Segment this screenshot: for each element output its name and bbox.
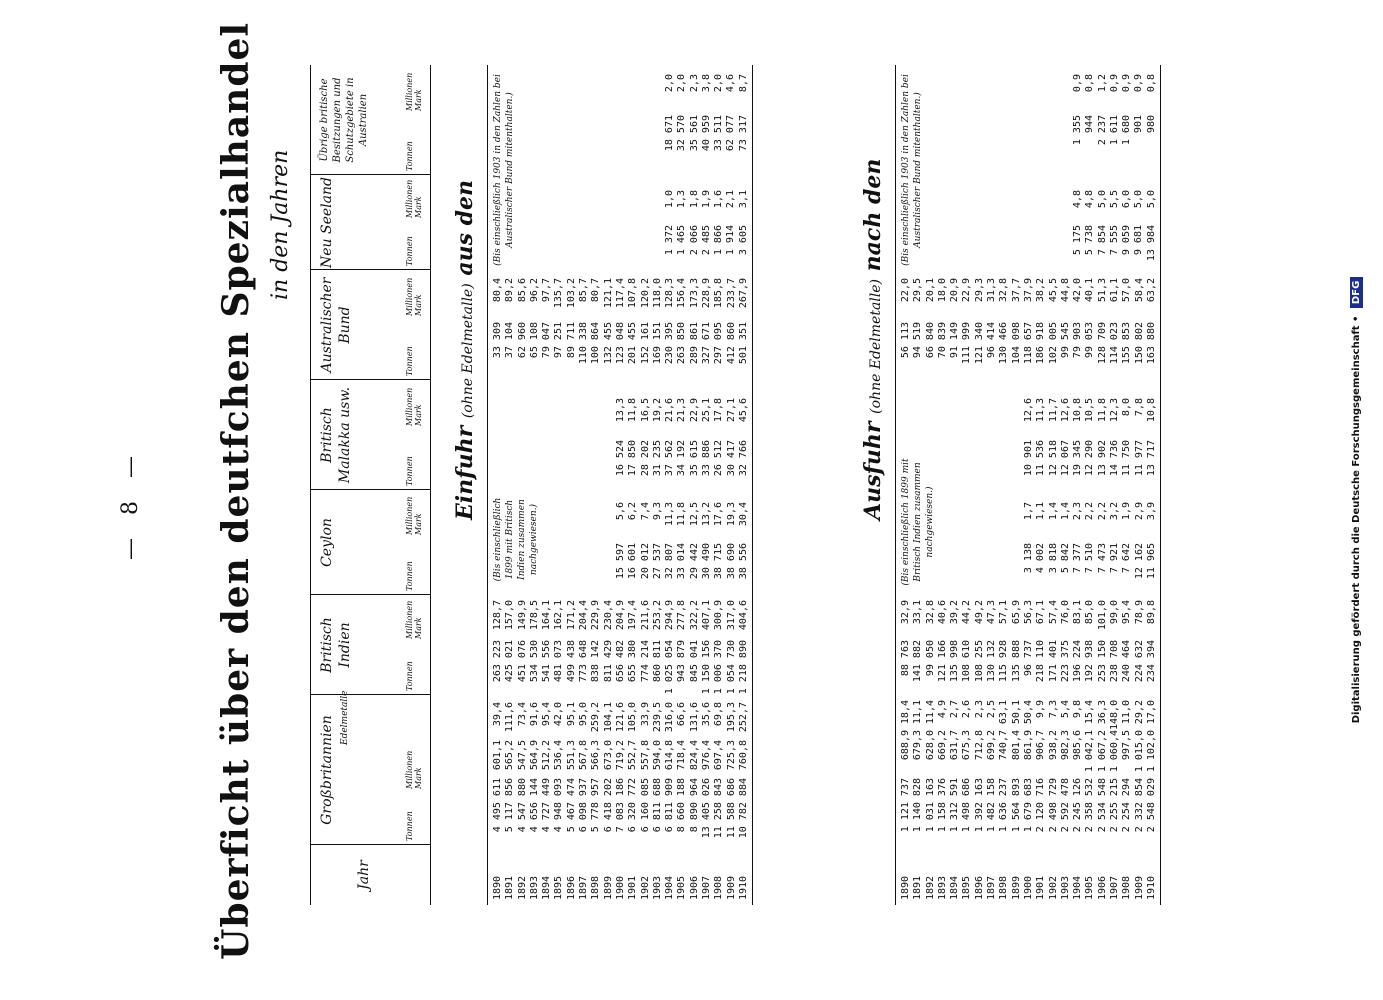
header-ceylon: Ceylon Tonnen Millionen Mark bbox=[310, 489, 430, 595]
header-britisch-malakka: Britisch Malakka usw. Tonnen Millionen Mark bbox=[310, 379, 430, 490]
ausfuhr-bm-tonnen: 10 901 11 536 12 518 12 067 19 345 12 290 13 902 14 736 11 750 11 977 13 717 bbox=[1023, 440, 1157, 477]
page-subtitle: in den Jahren bbox=[268, 149, 293, 300]
einfuhr-bottom-rule bbox=[752, 65, 753, 905]
table-header-rule bbox=[430, 65, 431, 905]
ausfuhr-ceylon-mark: 1,7 1,1 1,4 1,4 2,3 2,2 2,2 3,2 1,9 2,9 3,9 bbox=[1023, 502, 1157, 521]
ausfuhr-ue-mark: 0,9 0,8 1,2 0,9 0,9 0,9 0,8 bbox=[1072, 74, 1157, 93]
ausfuhr-ns-tonnen: 5 175 5 738 7 854 7 555 9 059 9 681 13 984 bbox=[1072, 225, 1157, 262]
einfuhr-edelmetalle: 39,4 111,6 73,4 91,6 95,4 42,0 95,1 95,0 259,2 104,1 121,6 105,0 33,9 239,5 316,0 66,6 131,6 35,6 69,8 195,3 252,7 bbox=[492, 702, 749, 733]
dfg-logo: DFG bbox=[1350, 277, 1363, 308]
ausfuhr-ab-mark: 22,0 29,5 20,1 18,0 20,9 22,9 29,3 31,3 32,8 37,7 37,9 38,2 45,5 44,8 42,0 40,1 51,3 61,1 57,0 58,4 63,2 bbox=[900, 278, 1157, 303]
ausfuhr-ue-tonnen: 1 355 944 2 237 1 611 1 680 901 980 bbox=[1072, 115, 1157, 146]
ausfuhr-ceylon-tonnen: 3 138 4 002 3 818 5 842 7 377 7 510 7 473 7 921 7 642 12 162 11 965 bbox=[1023, 543, 1157, 580]
einfuhr-section-title: Einfuhr (ohne Edelmetalle) aus den bbox=[452, 179, 478, 520]
einfuhr-ab-mark: 80,4 89,2 85,6 96,2 97,7 135,7 103,2 85,7 80,7 121,1 117,4 107,8 120,2 118,0 128,3 156,4 173,3 228,9 185,8 233,7 267,9 bbox=[492, 278, 749, 309]
einfuhr-ceylon-note: (Bis einschließlich 1899 mit Britisch Indien zusammen nachgewiesen.) bbox=[493, 497, 539, 582]
header-britisch-indien: Britisch Indien Tonnen Millionen Mark bbox=[310, 594, 430, 695]
ausfuhr-bi-tonnen: 88 763 141 882 99 050 121 166 135 998 108 610 108 255 130 132 115 928 135 888 96 737 218 110 171 401 223 375 196 224 192 938 253 150 238 708 240 464 224 632 234 394 bbox=[900, 640, 1157, 683]
header-grossbritannien: Großbritannien Tonnen Millionen Mark Edelmetalle bbox=[310, 694, 430, 845]
header-uebrige: Übrige britische Besitzungen und Schutzgebiete in Australien Tonnen Millionen Mark bbox=[319, 72, 423, 171]
header-neu-seeland: Neu Seeland Tonnen Millionen Mark bbox=[310, 174, 430, 270]
einfuhr-years: 1890 1891 1892 1893 1894 1895 1896 1897 1898 1899 1900 1901 1902 1903 1904 1905 1906 1907 1908 1909 1910 bbox=[492, 875, 749, 900]
header-australischer-bund: Australischer Bund Tonnen Millionen Mark bbox=[310, 269, 430, 380]
ausfuhr-neuseeland-note: (Bis einschließlich 1903 in den Zahlen bei Australischer Bund mitenthalten.) bbox=[901, 74, 923, 266]
einfuhr-top-rule bbox=[487, 65, 488, 905]
page-title: Überficht über den deutfchen Spezialhandel bbox=[215, 21, 257, 960]
ausfuhr-bm-mark: 12,6 11,3 11,7 12,6 10,8 10,5 11,8 12,3 8,0 7,8 10,8 bbox=[1023, 398, 1157, 423]
einfuhr-gb-mark: 601,1 565,2 547,5 564,9 512,2 536,4 551,3 567,8 566,3 673,0 719,2 552,7 557,8 594,0 614,8 718,4 824,4 976,4 697,4 725,3 760,8 bbox=[492, 740, 749, 771]
header-year: Jahr bbox=[310, 844, 430, 905]
einfuhr-bm-mark: 13,3 11,8 16,5 19,2 21,6 21,3 22,9 25,1 17,8 27,1 45,6 bbox=[615, 398, 749, 423]
einfuhr-ns-tonnen: 1 372 1 465 2 066 2 485 1 866 1 914 3 605 bbox=[664, 225, 749, 256]
einfuhr-ue-mark: 2,0 2,0 2,3 3,8 2,0 4,6 8,7 bbox=[664, 74, 749, 93]
einfuhr-neuseeland-note: (Bis einschließlich 1903 in den Zahlen bei Australischer Bund mitenthalten.) bbox=[493, 74, 515, 266]
ausfuhr-bi-mark: 32,9 33,1 32,8 40,6 39,2 44,2 49,2 47,3 57,1 65,9 56,3 67,1 57,4 76,0 83,1 85,0 101,0 99,0 95,4 78,9 89,8 bbox=[900, 600, 1157, 631]
ausfuhr-ceylon-note: (Bis einschließlich 1899 mit Britisch Indien zusammen nachgewiesen.) bbox=[901, 458, 935, 586]
einfuhr-gb-tonnen: 4 495 611 5 117 856 4 547 880 4 656 144 4 727 449 4 948 093 5 467 474 6 098 937 5 778 957 6 418 202 7 083 186 6 320 772 6 160 085 6 811 688 6 811 909 8 660 188 8 890 964 13 405 026 11 258 843 11 588 686 10 782 884 bbox=[492, 778, 749, 839]
einfuhr-ns-mark: 1,0 1,3 1,8 1,9 1,6 2,1 3,1 bbox=[664, 190, 749, 209]
einfuhr-bi-mark: 128,7 157,0 149,9 178,5 164,1 162,1 171,2 204,4 229,9 230,4 204,9 197,4 211,6 253,2 294,9 277,8 322,2 407,1 300,9 317,0 404,6 bbox=[492, 600, 749, 631]
einfuhr-ceylon-mark: 5,6 6,2 7,4 9,3 11,3 11,8 12,5 13,2 17,6 19,3 30,4 bbox=[615, 502, 749, 527]
einfuhr-bi-tonnen: 263 223 425 021 451 076 534 530 541 556 481 073 499 438 773 648 838 142 811 429 656 482 655 380 774 214 860 811 1 025 054 943 879 845 041 1 150 156 1 006 370 1 054 730 1 218 890 bbox=[492, 640, 749, 695]
ausfuhr-gb-mark: 688,9 679,3 628,0 669,2 631,7 675,3 712,8 699,2 740,7 801,4 861,9 906,7 938,2 982,3 985,6 1 042,1 1 067,2 1 060,4 997,5 1 015,0 1 102,0 bbox=[900, 730, 1157, 773]
ausfuhr-bottom-rule bbox=[1160, 65, 1161, 905]
ausfuhr-ns-mark: 4,8 4,8 5,0 5,5 6,0 5,0 5,0 bbox=[1072, 190, 1157, 209]
ausfuhr-ab-tonnen: 56 113 94 519 66 840 70 839 91 149 111 999 121 340 96 414 130 466 104 098 118 657 186 918 102 005 99 545 79 903 99 053 128 709 114 023 155 853 150 802 163 880 bbox=[900, 322, 1157, 365]
ausfuhr-edelmetalle: 18,4 11,1 11,4 4,9 2,7 2,6 2,3 2,5 63,1 50,1 50,4 9,9 7,3 5,4 9,8 15,4 36,3 148,0 11,0 29,2 17,0 bbox=[900, 699, 1157, 730]
ausfuhr-section-title: Ausfuhr (ohne Edelmetalle) nach den bbox=[860, 158, 886, 520]
page-number: — 8 — bbox=[118, 448, 143, 560]
ausfuhr-gb-tonnen: 1 121 737 1 140 828 1 031 163 1 158 376 1 312 591 1 498 686 1 392 163 1 482 158 1 636 237 1 564 893 1 679 683 2 120 716 2 498 729 2 592 478 2 245 126 2 358 532 2 534 548 2 255 215 2 254 294 2 332 854 2 548 029 bbox=[900, 778, 1157, 833]
einfuhr-bm-tonnen: 16 524 17 850 28 202 31 235 37 562 34 192 35 615 33 886 26 512 30 417 32 766 bbox=[615, 440, 749, 477]
einfuhr-ab-tonnen: 33 309 37 104 62 960 65 108 79 047 97 251 89 711 110 338 100 864 132 455 123 048 201 455 152 161 169 151 230 395 263 850 289 861 327 671 297 095 412 860 501 351 bbox=[492, 322, 749, 365]
einfuhr-ue-tonnen: 18 671 32 570 35 561 40 959 33 511 62 077 73 317 bbox=[664, 115, 749, 152]
digitization-credit: Digitalisierung gefördert durch die Deutsche Forschungsgemeinschaft • DFG bbox=[1350, 0, 1363, 1000]
ausfuhr-years: 1890 1891 1892 1893 1894 1895 1896 1897 1898 1899 1900 1901 1902 1903 1904 1905 1906 1907 1908 1909 1910 bbox=[900, 875, 1157, 900]
einfuhr-ceylon-tonnen: 15 597 16 601 20 012 27 537 32 807 33 014 29 442 30 490 38 715 38 690 38 556 bbox=[615, 543, 749, 580]
ausfuhr-top-rule bbox=[895, 65, 896, 905]
